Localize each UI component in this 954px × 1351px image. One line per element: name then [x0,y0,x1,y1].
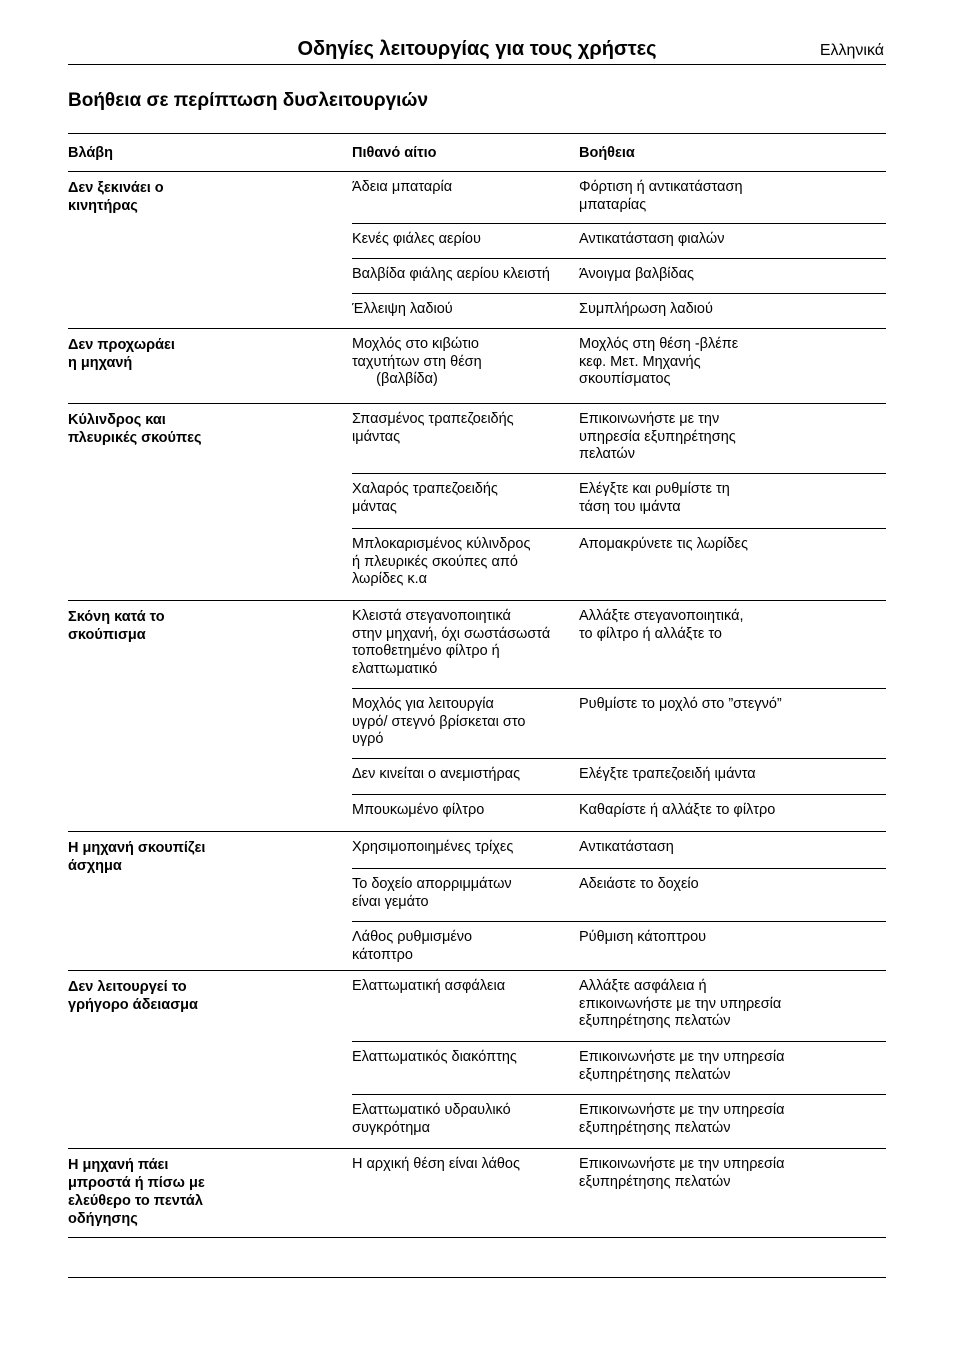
remedy-cell: Ελέγξτε τραπεζοειδή ιμάντα [579,766,756,782]
cause-cell: Βαλβίδα φιάλης αερίου κλειστή [352,266,550,282]
remedy-cell: Επικοινωνήστε με την υπηρεσία εξυπηρέτησης πελατών [579,411,736,462]
language-label: Ελληνικά [819,42,884,59]
remedy-cell: Άνοιγμα βαλβίδας [579,266,694,282]
fault-group [68,329,886,404]
remedy-cell: Ρύθμιση κάτοπτρου [579,929,707,945]
table-row [352,759,886,795]
troubleshooting-table [68,133,886,1238]
cause-cell: Μοχλός για λειτουργία υγρό/ στεγνό βρίσκεται στο υγρό [352,696,526,747]
cause-cell: Ελαττωματικός διακόπτης [352,1049,517,1065]
cause-cell: Κενές φιάλες αερίου [352,231,481,247]
remedy-cell: Αντικατάσταση [579,839,674,855]
fault-label: Η μηχανή πάει μπροστά ή πίσω με ελεύθερο το πεντάλ οδήγησης [68,1157,205,1227]
remedy-cell: Ελέγξτε και ρυθμίστε τη τάση του ιμάντα [579,481,730,515]
table-row [352,922,886,970]
table-row [352,172,886,224]
fault-label: Κύλινδρος και πλευρικές σκούπες [68,412,202,446]
table-row [352,869,886,922]
cause-cell: Λάθος ρυθμισμένο κάτοπτρο [352,929,473,963]
table-row [352,1042,886,1095]
section-title: Βοήθεια σε περίπτωση δυσλειτουργιών [68,90,429,111]
table-row [352,601,886,689]
remedy-cell: Συμπλήρωση λαδιού [579,301,713,317]
table-row [352,294,886,328]
fault-label: Η μηχανή σκουπίζει άσχημα [68,840,206,874]
cause-cell: Μοχλός στο κιβώτιο ταχυτήτων στη θέση (βαλβίδα) [352,336,482,387]
footer-divider [68,1277,886,1278]
header-divider [68,64,886,65]
table-row [352,832,886,869]
table-header-row [68,134,886,172]
fault-label: Δεν ξεκινάει ο κινητήρας [68,180,164,214]
column-header-fault: Βλάβη [68,144,113,161]
fault-label: Σκόνη κατά το σκούπισμα [68,609,165,643]
table-row [352,1149,886,1237]
table-row [352,1095,886,1148]
table-row [352,474,886,529]
cause-cell: Χαλαρός τραπεζοειδής μάντας [352,481,498,515]
cause-cell: Έλλειψη λαδιού [352,301,453,317]
fault-group [68,832,886,971]
remedy-cell: Απομακρύνετε τις λωρίδες [579,536,748,552]
table-row [352,795,886,831]
cause-cell: Μπουκωμένο φίλτρο [352,802,485,818]
cause-cell: Ελαττωματικό υδραυλικό συγκρότημα [352,1102,511,1136]
remedy-cell: Αλλάξτε ασφάλεια ή επικοινωνήστε με την υπηρεσία εξυπηρέτησης πελατών [579,978,782,1029]
cause-cell: Δεν κινείται ο ανεμιστήρας [352,766,521,782]
remedy-cell: Μοχλός στη θέση -βλέπε κεφ. Μετ. Μηχανής σκουπίσματος [579,336,739,387]
cause-cell: Κλειστά στεγανοποιητικά στην μηχανή, όχι σωστάσωστά τοποθετημένο φίλτρο ή ελαττωματικό [352,608,551,677]
table-row [352,971,886,1042]
fault-group [68,404,886,601]
remedy-cell: Φόρτιση ή αντικατάσταση μπαταρίας [579,179,743,213]
remedy-cell: Αντικατάσταση φιαλών [579,231,725,247]
column-header-remedy: Βοήθεια [579,144,635,161]
remedy-cell: Αλλάξτε στεγανοποιητικά, το φίλτρο ή αλλάξτε το [579,608,744,642]
cause-cell: Σπασμένος τραπεζοειδής ιμάντας [352,411,514,445]
fault-group [68,172,886,329]
remedy-cell: Αδειάστε το δοχείο [579,876,699,892]
fault-group [68,971,886,1149]
table-row [352,259,886,294]
cause-cell: Το δοχείο απορριμμάτων είναι γεμάτο [352,876,512,910]
page-header-title: Οδηγίες λειτουργίας για τους χρήστες [297,38,657,60]
cause-cell: Η αρχική θέση είναι λάθος [352,1156,520,1172]
column-header-cause: Πιθανό αίτιο [352,144,437,161]
remedy-cell: Επικοινωνήστε με την υπηρεσία εξυπηρέτησης πελατών [579,1049,785,1083]
table-row [352,529,886,600]
remedy-cell: Ρυθμίστε το μοχλό στο ”στεγνό” [579,696,782,712]
table-row [352,404,886,474]
table-row [352,224,886,259]
table-row [352,689,886,759]
fault-label: Δεν προχωράει η μηχανή [68,337,175,371]
cause-cell: Μπλοκαρισμένος κύλινδρος ή πλευρικές σκούπες από λωρίδες κ.α [352,536,531,587]
cause-cell: Ελαττωματική ασφάλεια [352,978,506,994]
table-row [352,329,886,403]
fault-group [68,601,886,832]
cause-cell: Χρησιμοποιημένες τρίχες [352,839,514,855]
cause-cell: Άδεια μπαταρία [352,179,453,195]
fault-label: Δεν λειτουργεί το γρήγορο άδειασμα [68,979,198,1013]
remedy-cell: Επικοινωνήστε με την υπηρεσία εξυπηρέτησης πελατών [579,1102,785,1136]
remedy-cell: Καθαρίστε ή αλλάξτε το φίλτρο [579,802,776,818]
remedy-cell: Επικοινωνήστε με την υπηρεσία εξυπηρέτησης πελατών [579,1156,785,1190]
fault-group [68,1149,886,1238]
